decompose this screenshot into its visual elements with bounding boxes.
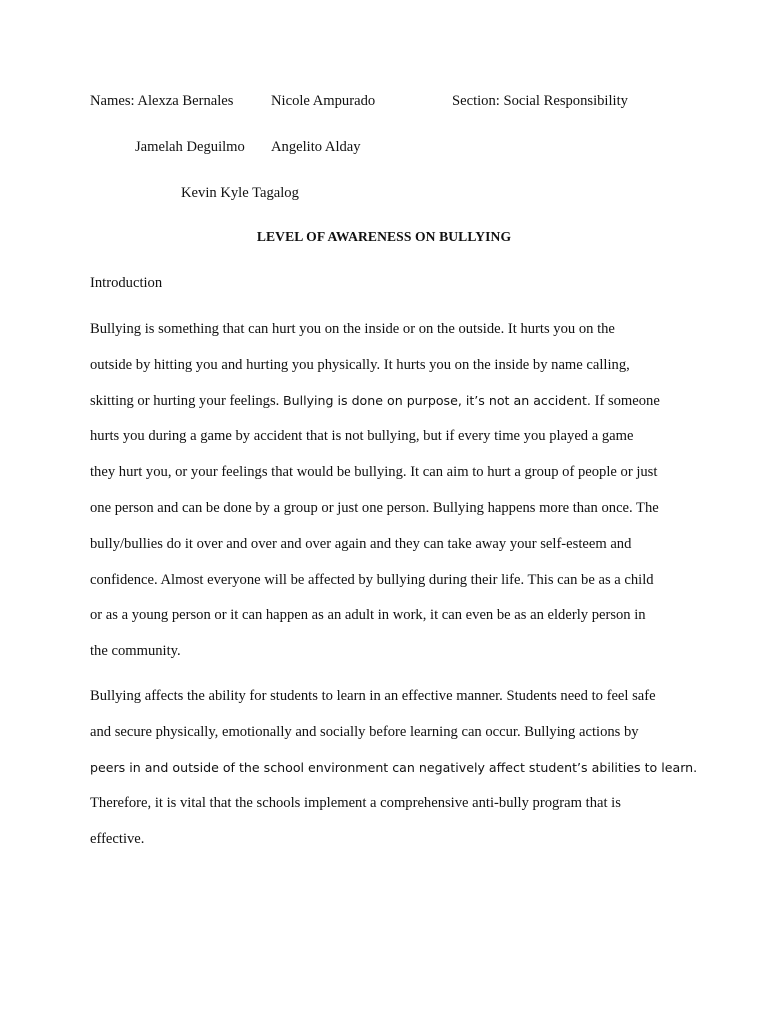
paragraph-2 [90,686,698,865]
names-label: Names: Alexza Bernales [90,93,234,109]
paragraph-line: bully/bullies do it over and over and over again and they can take away your self-esteem and [90,535,632,552]
paragraph-line: confidence. Almost everyone will be affected by bullying during their life. This can be as a child [90,571,654,588]
paragraph-line: and secure physically, emotionally and socially before learning can occur. Bullying actions by [90,723,639,740]
sans-serif-text-run: Bullying is done on purpose, it’s not an accident. [282,392,591,408]
member-name: Jamelah Deguilmo [135,139,245,155]
paragraph-line: Therefore, it is vital that the schools implement a comprehensive anti-bully program that is [90,795,621,812]
paragraph-line [90,391,690,427]
text-run: If someone [590,392,660,409]
text-run: skitting or hurting your feelings. [90,392,283,409]
member-name: Angelito Alday [271,139,361,155]
paragraph-line: one person and can be done by a group or just one person. Bullying happens more than once. The [90,499,659,516]
paragraph-line: effective. [90,831,145,848]
paragraph-line: hurts you during a game by accident that is not bullying, but if every time you played a game [90,428,634,445]
paragraph-1 [90,319,690,677]
section-heading-introduction: Introduction [90,275,163,291]
sans-serif-text-run: peers in and outside of the school environment can negatively affect student’s abilities to learn. [90,759,698,775]
paragraph-line: outside by hitting you and hurting you physically. It hurts you on the inside by name calling, [90,356,630,373]
paragraph-line [90,758,698,794]
member-name: Nicole Ampurado [271,93,376,109]
paragraph-line: they hurt you, or your feelings that would be bullying. It can aim to hurt a group of people or just [90,464,658,481]
paragraph-line: or as a young person or it can happen as an adult in work, it can even be as an elderly person in [90,607,646,624]
member-name: Kevin Kyle Tagalog [181,185,299,201]
paragraph-line: Bullying affects the ability for students to learn in an effective manner. Students need to feel safe [90,688,656,704]
document-title: LEVEL OF AWARENESS ON BULLYING [256,229,512,244]
paragraph-line: the community. [90,643,181,660]
section-label: Section: Social Responsibility [452,93,628,109]
paragraph-line: Bullying is something that can hurt you on the inside or on the outside. It hurts you on the [90,321,615,337]
